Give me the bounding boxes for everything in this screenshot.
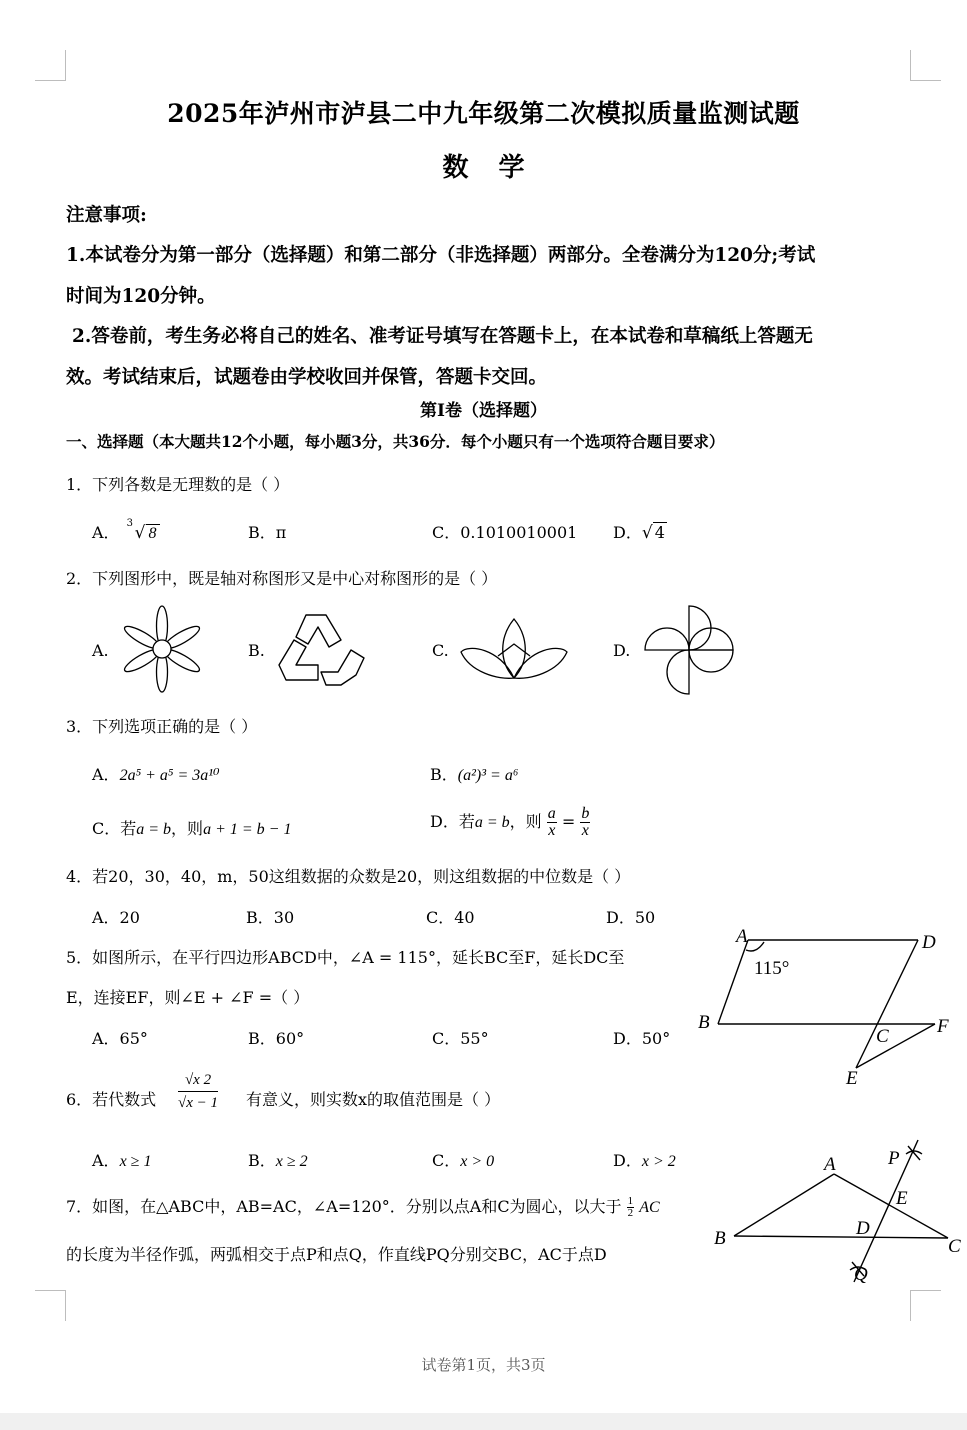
notes-item1-line2: 时间为120分钟。	[66, 286, 216, 307]
page-footer: 试卷第1页，共3页	[421, 1356, 546, 1374]
q1-a-index: 3	[126, 518, 134, 529]
q2-figure-d-pinwheel	[642, 604, 736, 696]
q1-stem: 1．下列各数是无理数的是（ ）	[66, 475, 290, 494]
q3-a-expression: 2a⁵ + a⁵ = 3a¹⁰	[119, 767, 220, 784]
notes-heading: 注意事项:	[66, 205, 147, 226]
q5-angle-label: 115°	[754, 958, 790, 979]
q2-figure-b-triangles	[276, 610, 368, 690]
crop-mark-top-right	[910, 50, 941, 81]
crop-mark-top-left	[35, 50, 66, 81]
q2-option-c-label: C.	[432, 641, 449, 660]
q2-figure-c-lotus	[458, 616, 570, 682]
q3-option-d: D．若a = b，则 $\frac{a}{x}$ = $\frac{b}{x}$	[430, 805, 590, 839]
q5-label-d: D	[922, 932, 936, 953]
q4-stem: 4．若20，30，40，m，50这组数据的众数是20，则这组数据的中位数是（ ）	[66, 867, 631, 886]
q5-option-b: B．60°	[248, 1029, 305, 1048]
q3-option-c: C．若a = b，则a + 1 = b − 1	[92, 819, 292, 838]
q5-label-e: E	[846, 1068, 858, 1089]
q3-b-expression: (a²)³ = a⁶	[457, 767, 519, 784]
q5-figure-parallelogram	[690, 920, 960, 1090]
exam-title: 2025年泸州市泸县二中九年级第二次模拟质量监测试题	[167, 99, 800, 128]
q1-a-radicand: 8	[146, 524, 160, 542]
q6-fraction	[178, 1072, 218, 1112]
crop-mark-bottom-right	[910, 1290, 941, 1321]
q6-option-d: D．x > 2	[613, 1151, 676, 1170]
q6-option-b: B．x ≥ 2	[248, 1151, 308, 1170]
q5-option-c: C．55°	[432, 1029, 489, 1048]
q1-option-c: C．0.1010010001	[432, 523, 578, 542]
q7-stem-line2: 的长度为半径作弧，两弧相交于点P和点Q，作直线PQ分别交BC，AC于点D	[66, 1245, 607, 1264]
q5-option-d: D．50°	[613, 1029, 671, 1048]
q7-figure-triangle	[708, 1134, 966, 1292]
q6-option-c: C．x > 0	[432, 1151, 495, 1170]
q3-option-a: A．2a⁵ + a⁵ = 3a¹⁰	[92, 765, 220, 784]
q3-option-b: B．(a²)³ = a⁶	[430, 765, 519, 784]
q4-option-b: B．30	[246, 908, 295, 927]
q7-half-fraction: $\frac{1}{2}$	[627, 1195, 634, 1219]
notes-item2-line2: 效。考试结束后，试题卷由学校收回并保管，答题卡交回。	[66, 367, 548, 388]
volume-title: 第Ⅰ卷（选择题）	[420, 401, 547, 421]
q6-numerator: √x 2	[178, 1072, 218, 1092]
q3-stem: 3．下列选项正确的是（ ）	[66, 717, 258, 736]
q4-option-c: C．40	[426, 908, 475, 927]
q7-label-c: C	[948, 1236, 961, 1257]
q1-option-d: D．√ 4	[613, 523, 665, 543]
part1-heading: 一、选择题（本大题共12个小题，每小题3分，共36分．每个小题只有一个选项符合题目要求）	[66, 432, 725, 451]
q7-label-p: P	[888, 1148, 900, 1169]
q6-stem-pre: 6．若代数式	[66, 1090, 157, 1109]
q1-d-radicand: 4	[654, 523, 665, 542]
q2-stem: 2．下列图形中，既是轴对称图形又是中心对称图形的是（ ）	[66, 569, 498, 588]
q5-stem-line2: E，连接EF，则∠E + ∠F =（ ）	[66, 988, 310, 1007]
q6-option-a: A．x ≥ 1	[92, 1151, 152, 1170]
q5-label-a: A	[736, 926, 748, 947]
q1-option-a: A． 3 √ 8	[92, 520, 160, 543]
q2-figure-a-flower	[120, 606, 204, 692]
q5-label-c: C	[876, 1026, 889, 1047]
q6-denominator: √x − 1	[178, 1095, 219, 1111]
notes-item2-line1: 2.答卷前，考生务必将自己的姓名、准考证号填写在答题卡上，在本试卷和草稿纸上答题无	[72, 326, 813, 347]
q7-label-d: D	[856, 1218, 870, 1239]
q5-label-f: F	[937, 1016, 949, 1037]
q7-label-e: E	[896, 1188, 908, 1209]
q7-label-q: Q	[854, 1264, 868, 1285]
q6-stem-post: 有意义，则实数x的取值范围是（ ）	[246, 1090, 501, 1109]
q3-d-fraction-right: $\frac{b}{x}$	[581, 805, 590, 839]
exam-subject: 数学	[442, 153, 555, 183]
crop-mark-bottom-left	[35, 1290, 66, 1321]
q5-label-b: B	[698, 1012, 710, 1033]
q2-option-d-label: D.	[613, 641, 631, 660]
q3-d-fraction-left: $\frac{a}{x}$	[547, 805, 556, 839]
q2-option-b-label: B.	[248, 641, 265, 660]
q2-option-a-label: A.	[92, 641, 109, 660]
q5-stem-line1: 5．如图所示，在平行四边形ABCD中，∠A = 115°，延长BC至F，延长DC至	[66, 948, 625, 967]
q4-option-d: D．50	[606, 908, 656, 927]
q5-option-a: A．65°	[92, 1029, 148, 1048]
q7-label-b: B	[714, 1228, 726, 1249]
q7-label-a: A	[824, 1154, 836, 1175]
q4-option-a: A．20	[92, 908, 140, 927]
notes-item1-line1: 1.本试卷分为第一部分（选择题）和第二部分（非选择题）两部分。全卷满分为120分;考试	[66, 245, 816, 266]
q1-option-b: B．π	[248, 523, 287, 542]
q7-stem-line1: 7．如图，在△ABC中，AB=AC，∠A=120°．分别以点A和C为圆心，以大于 $\frac{1}{2}$ AC	[66, 1195, 660, 1219]
